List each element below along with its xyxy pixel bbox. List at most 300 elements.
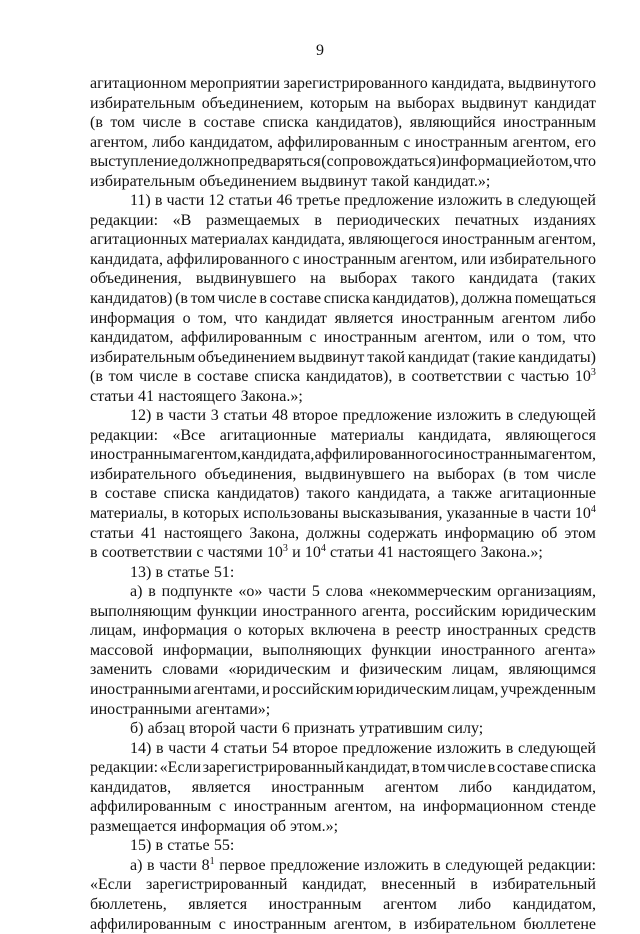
- text-line: [90, 660, 596, 680]
- text-word: редакции:: [90, 759, 159, 777]
- text-word: информационном: [422, 798, 544, 816]
- text-word: объединением,: [201, 94, 304, 112]
- text-word: избирательном: [413, 915, 516, 933]
- text-word: с: [507, 368, 515, 386]
- text-word: агентом,: [334, 798, 392, 816]
- text-word: 13): [130, 563, 152, 581]
- text-word: агентом,: [333, 915, 392, 933]
- text-word: числе: [142, 114, 182, 132]
- text-word: на: [399, 798, 416, 816]
- text-word: 55:: [213, 837, 235, 855]
- text-word: либо: [459, 778, 492, 796]
- text-word: части: [533, 505, 571, 523]
- text-word: что: [573, 329, 596, 347]
- text-word: аффилированным: [277, 133, 399, 151]
- text-line: [90, 621, 596, 641]
- text-word: в: [171, 505, 179, 523]
- text-word: с: [437, 446, 445, 464]
- text-word: статьи: [223, 739, 268, 757]
- text-word: мероприятии: [190, 75, 280, 92]
- text-word: том,: [537, 329, 566, 347]
- text-word: том: [110, 114, 135, 132]
- text-word: объединением: [197, 348, 296, 366]
- text-word: юридическим: [355, 680, 451, 698]
- text-word: статьи: [90, 387, 134, 405]
- text-word: «В: [172, 211, 192, 229]
- text-word: выдвинувшего: [304, 465, 405, 483]
- text-word: 41: [138, 387, 155, 405]
- text-word: являющегося: [348, 231, 439, 249]
- text-word: 5: [311, 583, 320, 601]
- document-body: [90, 74, 596, 934]
- text-word: списка: [549, 759, 596, 777]
- text-word: кандидата,: [431, 75, 505, 92]
- text-word: его: [574, 133, 596, 151]
- text-word: агитационном: [90, 75, 187, 92]
- text-line: [90, 563, 596, 583]
- text-word: 48: [271, 407, 288, 425]
- text-line: [90, 152, 596, 172]
- text-line: [90, 230, 596, 250]
- text-word: том: [421, 759, 446, 777]
- text-word: второе: [292, 739, 338, 757]
- text-word: «Все: [172, 426, 206, 444]
- text-word: редакции:: [90, 211, 159, 229]
- text-line: [90, 700, 596, 720]
- text-word: соответствии: [101, 544, 193, 562]
- text-word: выдвинутого: [507, 75, 596, 92]
- text-word: изложить: [437, 192, 503, 210]
- text-word: иностранного: [440, 641, 536, 659]
- text-word: на: [310, 270, 326, 288]
- text-word: кандидата: [468, 270, 538, 288]
- text-word: $10^4$: [304, 543, 326, 562]
- text-word: агентом,: [183, 446, 241, 464]
- text-word: Закона,: [249, 524, 300, 542]
- text-word: в: [314, 211, 322, 229]
- text-word: иностранных: [447, 622, 538, 640]
- text-word: части: [159, 856, 197, 874]
- text-word: статье: [167, 563, 210, 581]
- text-word: редакции:: [527, 856, 596, 874]
- text-word: являющийся: [409, 114, 496, 132]
- text-word: также: [452, 485, 493, 503]
- text-line: [90, 387, 596, 407]
- text-line: [90, 602, 596, 622]
- text-word: в: [90, 544, 98, 562]
- text-word: с: [403, 133, 411, 151]
- text-word: с: [196, 544, 204, 562]
- text-line: [90, 289, 596, 309]
- superscript: 3: [590, 367, 596, 379]
- superscript: 3: [282, 543, 288, 555]
- text-line: [90, 211, 596, 231]
- text-word: выдвинут: [298, 348, 365, 366]
- text-word: средств: [544, 622, 596, 640]
- text-line: [90, 875, 596, 895]
- text-word: (такие: [472, 348, 516, 366]
- text-word: выдвинувшего: [195, 270, 297, 288]
- text-word: является: [334, 309, 394, 327]
- text-word: списка: [323, 290, 370, 308]
- text-word: б): [130, 720, 144, 738]
- text-line: [90, 739, 596, 759]
- text-word: на: [375, 94, 391, 112]
- text-line: [90, 348, 596, 368]
- text-word: 41: [378, 544, 395, 562]
- text-word: кандидата,: [90, 250, 164, 268]
- text-word: кандидатов): [216, 485, 300, 503]
- text-word: слова: [325, 583, 364, 601]
- text-word: второе: [292, 407, 338, 425]
- text-line: [90, 172, 596, 192]
- text-word: должны: [306, 524, 361, 542]
- superscript: 1: [209, 855, 215, 867]
- text-word: кандидат: [534, 94, 596, 112]
- text-word: числе: [139, 368, 178, 386]
- text-word: $8^1$: [201, 855, 215, 874]
- text-word: настоящего: [164, 524, 243, 542]
- text-line: [90, 309, 596, 329]
- text-word: этом.»;: [290, 817, 339, 835]
- text-word: в: [470, 876, 478, 894]
- text-word: в: [90, 485, 98, 503]
- text-word: следующей: [517, 192, 596, 210]
- text-line: [90, 758, 596, 778]
- text-word: аффилированным: [90, 915, 212, 933]
- text-word: составе: [196, 368, 249, 386]
- text-word: настоящего: [158, 387, 237, 405]
- text-word: с: [309, 329, 317, 347]
- text-word: 41: [140, 524, 157, 542]
- text-word: агентом,: [424, 329, 482, 347]
- text-line: [90, 778, 596, 798]
- text-word: иностранным: [441, 231, 535, 249]
- text-word: иностранными: [90, 680, 192, 698]
- text-word: об: [541, 524, 558, 542]
- text-word: 3: [210, 407, 219, 425]
- text-line: [90, 74, 596, 94]
- text-word: изложить: [436, 739, 501, 757]
- text-word: избирательным: [90, 172, 196, 190]
- text-word: лицам,: [452, 680, 499, 698]
- text-word: объединения,: [204, 465, 297, 483]
- text-word: Закона.»;: [480, 544, 543, 562]
- text-word: 15): [130, 837, 152, 855]
- text-word: кандидат,: [345, 759, 411, 777]
- text-word: массовой: [90, 641, 154, 659]
- text-line: [90, 856, 596, 876]
- text-word: иностранным: [323, 329, 417, 347]
- text-word: том: [524, 465, 549, 483]
- text-word: в: [505, 407, 514, 425]
- text-word: (в: [90, 114, 103, 132]
- text-word: в: [148, 583, 156, 601]
- text-word: на: [413, 465, 429, 483]
- text-word: изложить: [436, 407, 501, 425]
- text-word: материалы,: [90, 505, 168, 523]
- text-word: иностранным: [414, 133, 508, 151]
- text-word: предложение: [342, 407, 432, 425]
- text-word: кандидатов),: [372, 290, 459, 308]
- text-word: силу;: [447, 720, 484, 738]
- text-word: признать: [293, 720, 355, 738]
- text-word: аффилированным: [90, 798, 212, 816]
- text-word: 6: [281, 720, 290, 738]
- text-word: изложить: [364, 856, 429, 874]
- text-word: словами: [162, 661, 219, 679]
- text-word: в: [433, 856, 441, 874]
- text-line: [90, 719, 596, 739]
- text-word: иностранным: [268, 895, 362, 913]
- text-word: или: [489, 329, 515, 347]
- text-word: «Если: [159, 759, 202, 777]
- text-word: агитационные: [219, 426, 317, 444]
- text-word: кандидата,: [271, 231, 345, 249]
- text-word: в: [398, 915, 407, 933]
- text-word: и: [292, 544, 301, 562]
- text-word: российским: [414, 602, 497, 620]
- text-word: агентом,: [538, 231, 596, 249]
- text-word: $10^3$: [574, 367, 596, 386]
- text-word: (сопровождаться): [321, 153, 442, 171]
- text-line: [90, 817, 596, 837]
- text-word: такой: [367, 348, 405, 366]
- text-word: «о»: [238, 583, 263, 601]
- text-word: включена: [310, 622, 376, 640]
- text-word: кандидатом,: [189, 133, 273, 151]
- text-word: с: [218, 798, 227, 816]
- text-word: что: [573, 153, 596, 171]
- text-word: избирательным: [90, 94, 196, 112]
- text-word: (в: [503, 465, 516, 483]
- text-word: кандидатов,: [90, 778, 172, 796]
- text-word: информации,: [162, 641, 253, 659]
- text-word: такой: [371, 172, 410, 190]
- text-word: выступление: [90, 153, 179, 171]
- text-word: $10^3$: [266, 543, 288, 562]
- text-word: изданиях: [533, 211, 596, 229]
- text-word: части: [168, 407, 207, 425]
- text-word: реестр: [396, 622, 441, 640]
- text-word: иностранным: [503, 114, 596, 132]
- text-word: функции: [371, 641, 432, 659]
- text-word: агентами»;: [195, 700, 271, 718]
- text-word: аффилированного: [314, 446, 438, 464]
- text-word: должна: [461, 290, 513, 308]
- text-word: в: [183, 368, 192, 386]
- text-word: об: [269, 817, 286, 835]
- text-word: функции: [196, 602, 257, 620]
- text-word: о: [521, 329, 530, 347]
- text-word: агентом,: [538, 446, 596, 464]
- text-word: а): [130, 583, 143, 601]
- text-word: должно: [178, 153, 231, 171]
- text-word: агентом: [501, 309, 556, 327]
- text-word: физическим: [359, 661, 443, 679]
- text-word: кандидатов),: [305, 368, 393, 386]
- text-word: том,: [198, 309, 227, 327]
- text-word: иностранным: [233, 798, 327, 816]
- text-word: редакции:: [90, 426, 159, 444]
- text-word: кандидата,: [241, 446, 315, 464]
- text-word: агентом,: [512, 133, 571, 151]
- text-word: абзац: [147, 720, 185, 738]
- text-word: о: [233, 622, 242, 640]
- text-word: подпункте: [161, 583, 233, 601]
- text-word: материалах: [190, 231, 269, 249]
- text-word: кандидата,: [418, 426, 492, 444]
- text-line: [90, 94, 596, 114]
- text-word: кандидатом,: [90, 329, 174, 347]
- text-word: списка: [262, 114, 309, 132]
- text-word: в: [156, 407, 164, 425]
- text-word: соответствии: [411, 368, 502, 386]
- text-word: избирательного: [90, 465, 197, 483]
- text-line: [90, 191, 596, 211]
- text-word: с: [292, 250, 300, 268]
- text-word: агитационных: [90, 231, 188, 249]
- text-word: аффилированным: [180, 329, 302, 347]
- text-word: кандидатом,: [512, 895, 596, 913]
- text-word: первое: [219, 856, 266, 874]
- text-word: 11): [130, 192, 151, 210]
- text-line: [90, 328, 596, 348]
- text-word: о: [182, 309, 191, 327]
- text-word: иностранного: [262, 602, 357, 620]
- text-word: или: [460, 250, 487, 268]
- text-word: агитационные: [499, 485, 596, 503]
- text-word: является: [188, 895, 248, 913]
- text-word: (в: [90, 368, 103, 386]
- text-line: [90, 426, 596, 446]
- text-word: в: [154, 192, 163, 210]
- text-word: в: [188, 114, 197, 132]
- text-word: избирательным: [90, 348, 196, 366]
- text-word: размещаемых: [205, 211, 300, 229]
- text-line: [90, 133, 596, 153]
- text-word: статье: [167, 837, 210, 855]
- text-word: кандидатов),: [315, 114, 403, 132]
- text-word: бюллетене: [523, 915, 596, 933]
- text-word: части: [168, 739, 207, 757]
- text-word: частями: [207, 544, 263, 562]
- text-word: этом: [564, 524, 596, 542]
- text-word: предваряться: [230, 153, 321, 171]
- text-word: выдвинут: [301, 172, 368, 190]
- text-line: [90, 543, 596, 563]
- text-word: использованы: [243, 505, 339, 523]
- text-word: являющимся: [508, 661, 596, 679]
- text-word: в: [487, 759, 496, 777]
- text-word: иностранным: [271, 778, 365, 796]
- text-word: в: [155, 837, 164, 855]
- text-word: кандидатом,: [512, 778, 596, 796]
- text-word: предложение: [344, 192, 434, 210]
- text-word: 14): [130, 739, 152, 757]
- text-word: составе: [496, 759, 549, 777]
- text-word: кандидат.»;: [413, 172, 491, 190]
- text-word: информацией: [441, 153, 535, 171]
- text-word: агентом,: [90, 133, 148, 151]
- text-word: является: [191, 778, 251, 796]
- text-word: зарегистрированного: [283, 75, 428, 92]
- text-line: [90, 406, 596, 426]
- text-line: [90, 915, 596, 934]
- text-word: части: [268, 583, 307, 601]
- text-line: [90, 797, 596, 817]
- text-word: предложение: [270, 856, 360, 874]
- text-word: информация: [142, 622, 228, 640]
- text-word: высказывания,: [342, 505, 443, 523]
- text-word: внесенный: [381, 876, 456, 894]
- text-word: материалы: [330, 426, 404, 444]
- text-word: и: [261, 680, 271, 698]
- text-word: в: [521, 505, 530, 523]
- text-word: предложение: [342, 739, 432, 757]
- text-word: частью: [520, 368, 570, 386]
- text-word: 4: [210, 739, 219, 757]
- text-word: стенде: [551, 798, 596, 816]
- text-word: 51:: [213, 563, 235, 581]
- text-word: заменить: [90, 661, 153, 679]
- text-word: (в: [175, 290, 188, 308]
- text-word: агентом,: [399, 250, 458, 268]
- text-word: иностранным: [90, 446, 183, 464]
- text-word: в: [506, 192, 514, 210]
- text-word: списка: [254, 368, 301, 386]
- text-word: статьи: [228, 192, 273, 210]
- text-word: что: [234, 309, 258, 327]
- text-word: и: [340, 661, 350, 679]
- text-word: бюллетень,: [90, 895, 167, 913]
- text-word: «некоммерческим: [368, 583, 492, 601]
- text-word: иностранным: [303, 250, 397, 268]
- text-word: либо: [152, 133, 185, 151]
- text-word: том: [190, 290, 216, 308]
- text-word: информация: [90, 309, 175, 327]
- superscript: 4: [320, 543, 326, 555]
- text-word: том: [108, 368, 134, 386]
- text-word: которых: [247, 622, 305, 640]
- text-word: списка: [163, 485, 210, 503]
- text-word: 12): [130, 407, 152, 425]
- text-word: иностранными: [90, 700, 192, 718]
- text-word: выборах: [437, 465, 495, 483]
- text-word: статьи: [90, 524, 134, 542]
- text-word: числе: [447, 759, 487, 777]
- text-line: [90, 680, 596, 700]
- text-word: выдвинут: [461, 94, 528, 112]
- text-word: кандидат: [265, 309, 327, 327]
- text-word: числе: [217, 290, 257, 308]
- text-word: агентом: [384, 778, 439, 796]
- text-word: в: [156, 739, 164, 757]
- text-word: учрежденным: [500, 680, 596, 698]
- text-word: указанные: [446, 505, 518, 523]
- text-line: [90, 367, 596, 387]
- text-word: зарегистрированный: [202, 759, 345, 777]
- text-word: составе: [203, 114, 256, 132]
- text-word: помещаться: [514, 290, 596, 308]
- text-line: [90, 582, 596, 602]
- text-word: следующей: [517, 739, 596, 757]
- text-word: либо: [563, 309, 596, 327]
- text-word: «юридическим: [228, 661, 331, 679]
- text-word: российским: [272, 680, 354, 698]
- text-word: том,: [544, 153, 573, 171]
- text-word: в: [147, 856, 155, 874]
